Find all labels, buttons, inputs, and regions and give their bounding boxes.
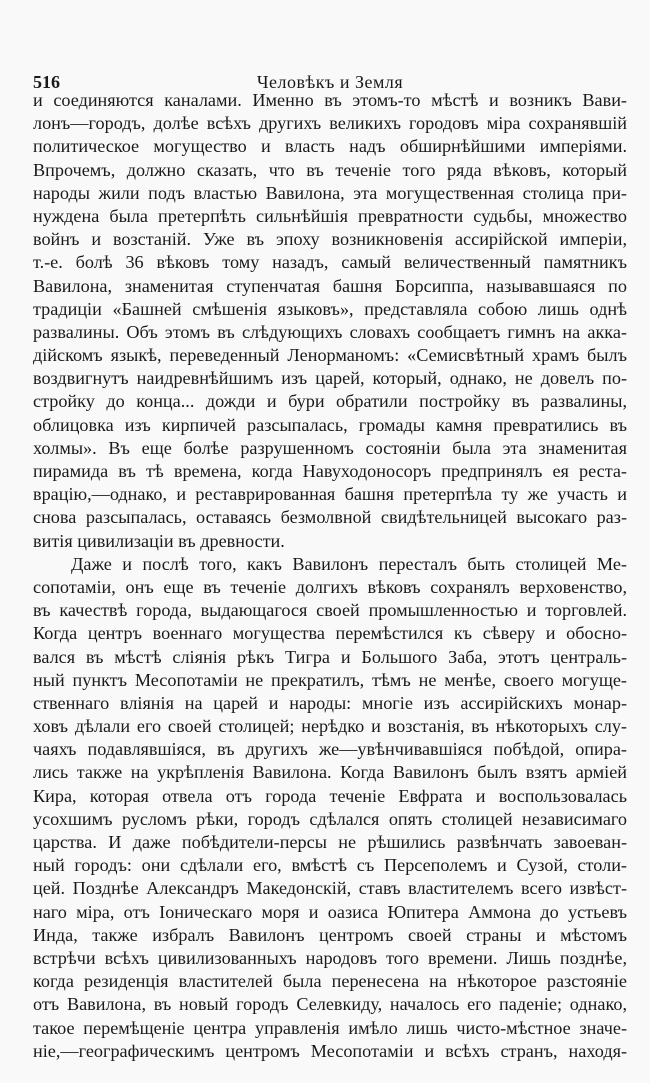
text-line: отъ Вавилона, въ новый городъ Селевкиду, началось его паденіе; однако, (33, 994, 627, 1015)
text-line: ніе,—географическимъ центромъ Месопотаміи и всѣхъ странъ, находя- (33, 1040, 627, 1061)
text-line: Инда, также избралъ Вавилонъ центромъ своей страны и мѣстомъ (33, 924, 627, 945)
running-title: Человѣкъ и Земля (256, 72, 404, 92)
text-line: стройку до конца... дожди и бури обратили постройку въ развалины, (33, 391, 627, 412)
text-line: воздвигнутъ наидревнѣйшимъ изъ царей, который, однако, не довелъ по- (33, 368, 627, 389)
text-line: встрѣчи всѣхъ цивилизованныхъ народовъ того времени. Лишь позднѣе, (33, 947, 627, 968)
text-line: витія цивилизаціи въ древности. (33, 530, 285, 551)
text-line: холмы». Въ еще болѣе разрушенномъ состояніи была эта знаменитая (33, 437, 627, 458)
text-line: Впрочемъ, должно сказать, что въ теченіе того ряда вѣковъ, который (33, 159, 627, 180)
text-line: традиціи «Башней смѣшенія языковъ», представляла собою лишь однѣ (33, 298, 627, 319)
text-line: врацію,—однако, и реставрированная башня претерпѣла ту же участь и (33, 484, 627, 505)
text-line: дійскомъ языкѣ, переведенный Ленорманомъ: «Семисвѣтный храмъ былъ (33, 345, 627, 366)
text-line: цей. Позднѣе Александръ Македонскій, ставъ властителемъ всего извѣст- (33, 878, 627, 899)
text-line: политическое могущество и власть надъ обширнѣйшими имперіями. (33, 136, 627, 157)
text-line: Вавилона, знаменитая ступенчатая башня Борсиппа, называвшаяся по (33, 275, 627, 296)
text-line: чаяхъ подавлявшіяся, въ другихъ же—увѣнчивавшіяся побѣдой, опира- (33, 739, 627, 760)
text-line: Когда центръ военнаго могущества перемѣстился къ сѣверу и обосно- (33, 623, 627, 644)
text-line: Даже и послѣ того, какъ Вавилонъ пересталъ быть столицей Ме- (71, 553, 627, 574)
text-line: развалины. Объ этомъ въ слѣдующихъ словахъ сообщаетъ гимнъ на акка- (33, 321, 627, 342)
text-line: нуждена была претерпѣть сильнѣйшія превратности судьбы, множество (33, 205, 627, 226)
text-line: ховъ дѣлали его своей столицей; нерѣдко и возстанія, въ нѣкоторыхъ слу- (33, 716, 627, 737)
text-line: Кира, которая отвела отъ города теченіе Евфрата и воспользовалась (33, 785, 627, 806)
text-line: когда резиденція властителей была перенесена на нѣкоторое разстояніе (33, 971, 627, 992)
text-line: ный городъ: они сдѣлали его, вмѣстѣ съ Персеполемъ и Сузой, столи- (33, 855, 627, 876)
text-line: народы жили подъ властью Вавилона, эта могущественная столица при- (33, 182, 627, 203)
text-line: войнъ и возстаній. Уже въ эпоху возникновенія ассирійской имперіи, (33, 229, 627, 250)
text-line: ный пунктъ Месопотаміи не прекратилъ, тѣмъ не менѣе, своего могуще- (33, 669, 627, 690)
text-line: снова разсыпалась, оставаясь безмолвной свидѣтельницей высокаго раз- (33, 507, 627, 528)
text-line: усохшимъ русломъ рѣки, городъ сдѣлался опять столицей независимаго (33, 808, 627, 829)
page-body-text (33, 89, 627, 1063)
text-line: въ качествѣ города, выдающагося своей промышленностью и торговлей. (33, 600, 627, 621)
text-line: сопотаміи, онъ еще въ теченіе долгихъ вѣковъ сохранялъ верховенство, (33, 576, 627, 597)
text-line: наго міра, отъ Іоническаго моря и оазиса Юпитера Аммона до устьевъ (33, 901, 627, 922)
text-line: вался въ мѣстѣ слiянія рѣкъ Тигра и Большого Заба, этотъ централь- (33, 646, 627, 667)
page-number: 516 (33, 72, 60, 92)
text-line: т.-е. болѣ 36 вѣковъ тому назадъ, самый величественный памятникъ (33, 252, 627, 273)
text-line: пирамида въ тѣ времена, когда Навуходоносоръ предпринялъ ея реста- (33, 461, 627, 481)
text-line: такое перемѣщеніе центра управленія имѣло лишь чисто-мѣстное значе- (33, 1017, 627, 1038)
text-line: облицовка изъ кирпичей разсыпалась, громады камня превратились въ (33, 414, 627, 435)
text-line: лонъ—городъ, долѣе всѣхъ другихъ великихъ городовъ міра сохранявшій (33, 113, 627, 134)
text-line: ственнаго вліянія на царей и народы: многіе изъ ассирійскихъ монар- (33, 692, 627, 713)
text-line: и соединяются каналами. Именно въ этомъ-то мѣстѣ и возникъ Вави- (33, 90, 627, 110)
text-line: царства. И даже побѣдители-персы не рѣшились развѣнчать завоеван- (33, 832, 627, 852)
text-line: лись также на укрѣпленія Вавилона. Когда Вавилонъ былъ взятъ арміей (33, 762, 627, 783)
